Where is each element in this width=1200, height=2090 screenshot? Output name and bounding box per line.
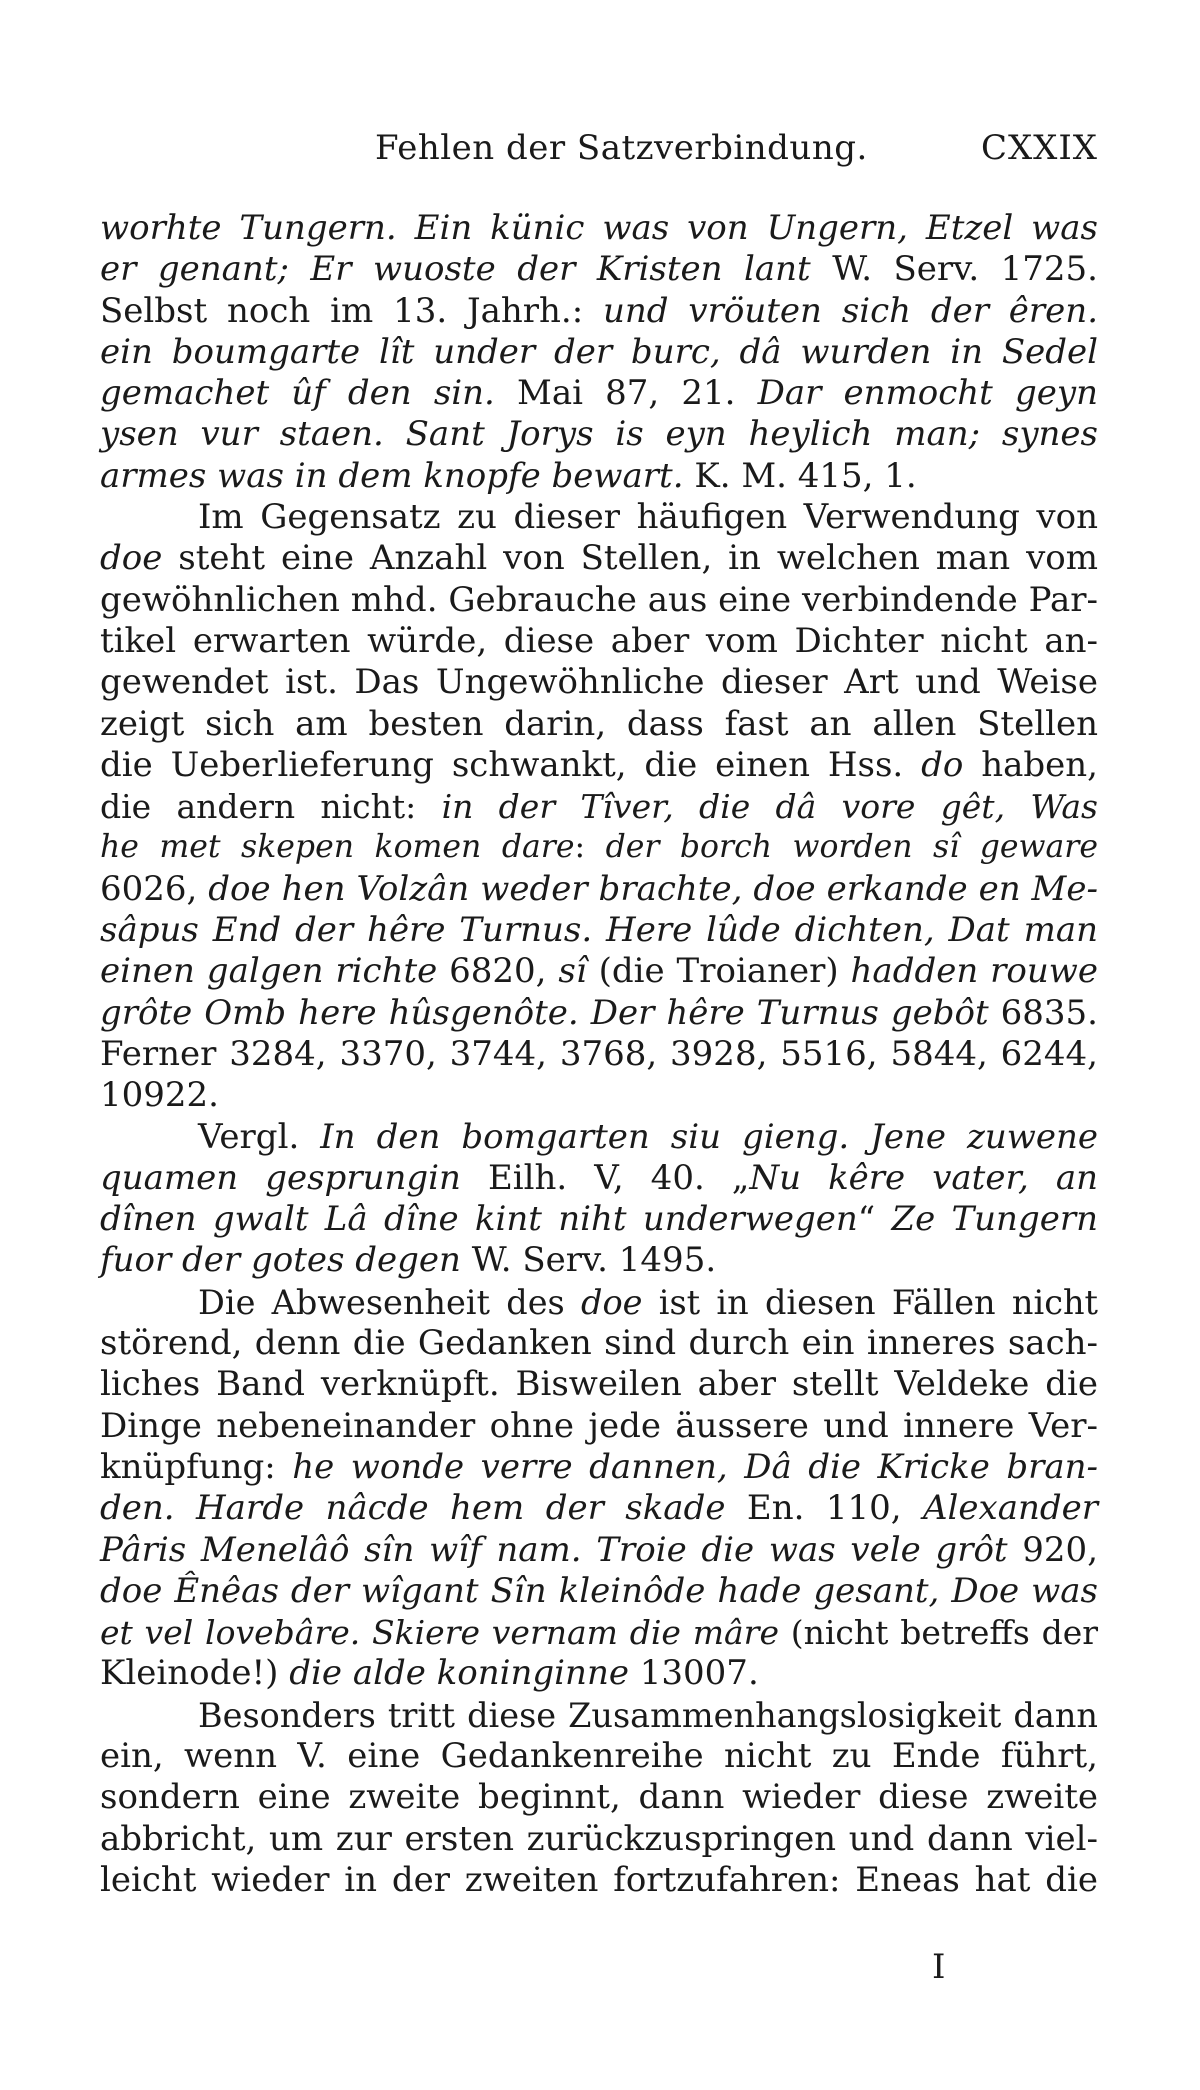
text-run: Dinge nebeneinander ohne jede äussere und innere Ver- xyxy=(100,1405,1098,1446)
text-run: die Ueberlieferung schwankt, die einen Hss. xyxy=(100,744,922,785)
italic-quote: und vröuten sich der êren. xyxy=(603,290,1098,331)
italic-quote: Dar enmocht geyn xyxy=(757,373,1098,414)
text-line xyxy=(100,1282,1098,1323)
text-line xyxy=(100,456,1098,497)
text-run: 10922. xyxy=(100,1075,219,1116)
text-line xyxy=(100,1736,1098,1777)
text-line xyxy=(100,621,1098,662)
page-header xyxy=(100,120,1098,180)
text-run: Kleinode!) xyxy=(100,1653,290,1694)
text-line xyxy=(100,208,1098,249)
italic-quote: die alde koninginne xyxy=(289,1653,640,1694)
text-line xyxy=(100,497,1098,538)
text-run: leicht wieder in der zweiten fortzufahren: Eneas hat die xyxy=(100,1859,1098,1900)
italic-quote: doe Ênêas der wîgant Sîn kleinôde hade gesant, Doe was xyxy=(100,1570,1098,1611)
text-line xyxy=(100,291,1098,332)
text-line xyxy=(100,1158,1098,1199)
text-run: 920, xyxy=(1022,1529,1098,1570)
italic-quote: Pâris Menelâô sîn wîf nam. Troie die was vele grôt xyxy=(100,1529,1023,1570)
text-line xyxy=(100,580,1098,621)
text-run: knüpfung: xyxy=(100,1446,293,1487)
text-run: gewendet ist. Das Ungewöhnliche dieser Art und Weise xyxy=(100,662,1098,703)
text-line xyxy=(100,1571,1098,1612)
text-line xyxy=(100,1117,1098,1158)
italic-quote: do xyxy=(921,744,964,785)
text-line xyxy=(100,1199,1098,1240)
italic-quote: armes was in dem knopfe bewart. xyxy=(100,455,695,496)
text-run: Ferner 3284, 3370, 3744, 3768, 3928, 5516, 5844, 6244, xyxy=(100,1033,1098,1074)
text-line xyxy=(100,1406,1098,1447)
page-number: CXXIX xyxy=(980,128,1098,168)
italic-quote: ysen vur staen. Sant Jorys is eyn heylich man; synes xyxy=(100,414,1098,455)
text-line xyxy=(100,951,1098,992)
text-run: ist in diesen Fällen nicht xyxy=(642,1282,1098,1322)
text-run: haben, xyxy=(963,744,1098,785)
italic-quote: der borch worden sî geware xyxy=(605,829,1098,866)
text-run: (nicht betreffs der xyxy=(790,1613,1098,1653)
text-run: Die Abwesenheit des xyxy=(198,1282,582,1322)
italic-quote: dînen gwalt Lâ dîne kint niht underwegen xyxy=(100,1199,858,1240)
italic-quote: ein boumgarte lît under der burc, dâ wurden in Sedel xyxy=(100,331,1098,372)
italic-quote: doe xyxy=(581,1282,643,1322)
text-run: 6820, xyxy=(449,951,559,992)
text-run: 6835. xyxy=(1000,992,1098,1033)
text-line xyxy=(100,332,1098,373)
italic-quote: in der Tîver, die dâ vore gêt, Was xyxy=(441,787,1098,827)
italic-quote: gemachet ûf den sin. xyxy=(100,373,518,414)
text-run: sondern eine zweite beginnt, dann wieder diese zweite xyxy=(100,1777,1098,1818)
text-run: abbricht, um zur ersten zurückzuspringen und dann viel- xyxy=(100,1818,1098,1859)
italic-quote: er genant; Er wuoste der Kristen lant xyxy=(100,249,833,290)
text-run: : xyxy=(574,829,606,866)
italic-quote: doe xyxy=(100,538,163,579)
text-run: K. M. 415, 1. xyxy=(694,455,917,496)
text-line xyxy=(100,745,1098,786)
italic-quote: fuor der gotes degen xyxy=(100,1240,472,1281)
text-line xyxy=(100,249,1098,290)
text-run: störend, denn die Gedanken sind durch ein inneres sach- xyxy=(100,1323,1098,1364)
text-run: die andern nicht: xyxy=(100,787,442,827)
italic-quote: einen galgen richte xyxy=(100,951,450,992)
body-text xyxy=(100,208,1098,1901)
text-run: liches Band verknüpft. Bisweilen aber stellt Veldeke die xyxy=(100,1364,1098,1405)
text-line xyxy=(100,1075,1098,1116)
text-line xyxy=(100,1777,1098,1818)
text-run: W. Serv. 1495. xyxy=(471,1240,717,1281)
text-line xyxy=(100,1653,1098,1694)
text-line xyxy=(100,827,1098,868)
italic-quote: grôte Omb here hûsgenôte. Der hêre Turnus gebôt xyxy=(100,992,1001,1033)
italic-quote: quamen gesprungin xyxy=(100,1157,488,1198)
text-run: Selbst noch im 13. Jahrh.: xyxy=(100,290,604,331)
text-line xyxy=(100,373,1098,414)
italic-quote: In den bomgarten siu gieng. Jene zuwene xyxy=(320,1116,1098,1157)
text-run: zeigt sich am besten darin, dass fast an allen Stellen xyxy=(100,703,1098,744)
text-run: 6026, xyxy=(100,868,209,909)
text-run: Vergl. xyxy=(198,1116,321,1157)
running-head: Fehlen der Satzverbindung. xyxy=(375,128,868,168)
text-line xyxy=(100,662,1098,703)
text-run: tikel erwarten würde, diese aber vom Dichter nicht an- xyxy=(100,620,1098,661)
text-run: (die Troianer) xyxy=(586,951,851,992)
text-line xyxy=(100,910,1098,951)
text-line xyxy=(100,1530,1098,1571)
italic-quote: Alexander xyxy=(922,1488,1098,1529)
text-line xyxy=(100,1612,1098,1653)
text-line xyxy=(100,1447,1098,1488)
text-line xyxy=(100,786,1098,827)
text-run: 13007. xyxy=(639,1653,759,1694)
text-run: Im Gegensatz zu dieser häufigen Verwendung von xyxy=(198,497,1098,538)
italic-quote: hadden rouwe xyxy=(850,951,1098,992)
text-line xyxy=(100,1488,1098,1529)
italic-quote: Ze Tungern xyxy=(891,1199,1098,1240)
text-line xyxy=(100,1240,1098,1281)
italic-quote: worhte Tungern. Ein künic was von Ungern, Etzel was xyxy=(100,208,1098,248)
text-run: En. 110, xyxy=(746,1488,923,1529)
text-run: ein, wenn V. eine Gedankenreihe nicht zu Ende führt, xyxy=(100,1735,1098,1776)
text-line xyxy=(100,414,1098,455)
text-line xyxy=(100,1860,1098,1901)
italic-quote: sî xyxy=(558,951,587,992)
italic-quote: he wonde verre dannen, Dâ die Kricke bran- xyxy=(292,1446,1098,1487)
italic-quote: sâpus End der hêre Turnus. Here lûde dichten, Dat man xyxy=(100,910,1098,951)
text-run: W. Serv. 1725. xyxy=(832,249,1098,290)
text-line xyxy=(100,1364,1098,1405)
italic-quote: et vel lovebâre. Skiere vernam die mâre xyxy=(100,1613,791,1653)
text-line xyxy=(100,993,1098,1034)
italic-quote: he met skepen komen dare xyxy=(100,829,575,866)
text-line xyxy=(100,1323,1098,1364)
signature-mark: I xyxy=(932,1947,946,1987)
text-run: Mai 87, 21. xyxy=(517,373,758,414)
italic-quote: Nu kêre vater, an xyxy=(749,1157,1098,1198)
text-run: Besonders tritt diese Zusammenhangslosigkeit dann xyxy=(198,1695,1098,1735)
text-run: “ xyxy=(857,1199,892,1240)
text-run: steht eine Anzahl von Stellen, in welchen man vom xyxy=(162,538,1098,579)
text-line xyxy=(100,704,1098,745)
text-line xyxy=(100,1819,1098,1860)
book-page xyxy=(100,120,1098,2040)
text-line xyxy=(100,1034,1098,1075)
italic-quote: doe hen Volzân weder brachte, doe erkande en Me- xyxy=(208,868,1098,909)
text-line xyxy=(100,1695,1098,1736)
text-line xyxy=(100,538,1098,579)
text-run: Eilh. V, 40. „ xyxy=(487,1157,750,1198)
text-run: gewöhnlichen mhd. Gebrauche aus eine verbindende Par- xyxy=(100,579,1098,620)
text-line xyxy=(100,869,1098,910)
italic-quote: den. Harde nâcde hem der skade xyxy=(100,1488,747,1529)
